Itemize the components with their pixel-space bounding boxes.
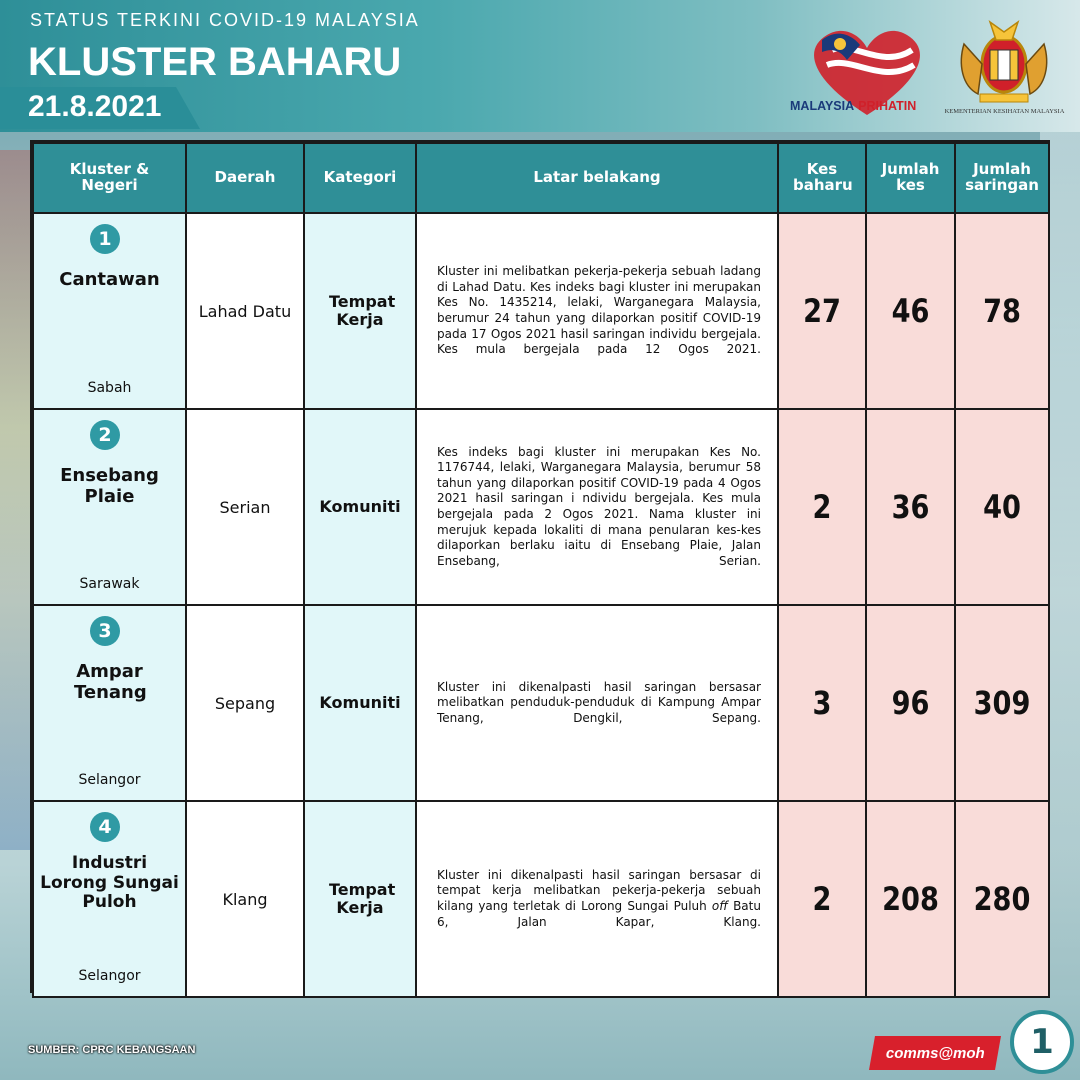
total-screenings: 78 xyxy=(983,292,1021,330)
header-jumlah-saringan: Jumlah saringan xyxy=(955,143,1049,213)
background-text-off: off xyxy=(711,899,728,913)
cluster-state: Selangor xyxy=(78,968,141,984)
total-screenings: 280 xyxy=(973,880,1031,918)
table-row xyxy=(33,801,1049,997)
new-cases: 2 xyxy=(812,880,832,918)
comms-badge xyxy=(869,1036,1001,1070)
new-cases: 2 xyxy=(812,488,832,526)
header-latar: Latar belakang xyxy=(416,143,778,213)
total-cases: 96 xyxy=(891,684,930,722)
header-jumlah-kes: Jumlah kes xyxy=(866,143,955,213)
page-subtitle: STATUS TERKINI COVID-19 MALAYSIA xyxy=(30,10,420,30)
cluster-name: Industri Lorong Sungai Puloh xyxy=(40,853,179,913)
prihatin-word-prihatin: PRIHATIN xyxy=(858,99,917,113)
new-cases: 3 xyxy=(812,684,832,722)
cluster-background: Kluster ini dikenalpasti hasil saringan bersasar melibatkan penduduk-penduduk di Kampung Ampar Tenang, Dengkil, Sepang. xyxy=(437,679,761,725)
row-number-badge: 1 xyxy=(90,224,120,254)
total-screenings: 40 xyxy=(983,488,1021,526)
cluster-background: Kluster ini melibatkan pekerja-pekerja sebuah ladang di Lahad Datu. Kes indeks bagi kluster ini merupakan Kes No. 1435214, lelaki, Warganegara Malaysia, berumur 24 tahun yang dilaporkan positif COVID-19 pada 17 Ogos 2021 hasil saringan individu bergejala. Kes mula bergejala pada 12 Ogos 2021. xyxy=(437,264,761,357)
page-title: KLUSTER BAHARU xyxy=(28,40,402,84)
page-number: 1 xyxy=(1010,1010,1074,1074)
table-row xyxy=(33,213,1049,409)
total-cases: 208 xyxy=(882,880,939,918)
cluster-name: Cantawan xyxy=(59,269,160,290)
table-row xyxy=(33,605,1049,801)
cluster-background xyxy=(417,868,777,930)
header-daerah: Daerah xyxy=(186,143,304,213)
cluster-district: Klang xyxy=(222,889,268,909)
total-cases: 46 xyxy=(891,292,930,330)
row-number-badge: 3 xyxy=(90,616,120,646)
table-row xyxy=(33,409,1049,605)
source-label: SUMBER: CPRC KEBANGSAAN xyxy=(28,1044,196,1056)
ministry-name: KEMENTERIAN KESIHATAN MALAYSIA xyxy=(944,108,1065,115)
prihatin-logo-text xyxy=(790,99,940,113)
cluster-state: Sarawak xyxy=(79,576,140,592)
new-cases: 27 xyxy=(803,292,841,330)
cluster-district: Lahad Datu xyxy=(198,301,292,321)
cluster-state: Selangor xyxy=(78,772,141,788)
cluster-state: Sabah xyxy=(87,380,132,396)
row-number-badge: 2 xyxy=(90,420,120,450)
page-date: 21.8.2021 xyxy=(28,90,162,123)
total-cases: 36 xyxy=(891,488,930,526)
cluster-background: Kes indeks bagi kluster ini merupakan Kes No. 1176744, lelaki, Warganegara Malaysia, berumur 58 tahun yang dilaporkan positif COVID-19 pada 4 Ogos 2021 hasil saringan i ndividu bergejala. Kes mula bergejala pada 2 Ogos 2021. Nama kluster ini merujuk kepada lokaliti di mana penularan kes-kes dilaporkan berlaku iaitu di Ensebang Plaie, Jalan Ensebang, Serian. xyxy=(437,444,761,568)
header-kategori: Kategori xyxy=(304,143,416,213)
cluster-district: Sepang xyxy=(214,693,276,713)
row-number-badge: 4 xyxy=(90,812,120,842)
cluster-category: Komuniti xyxy=(319,693,401,713)
cluster-district: Serian xyxy=(219,497,271,517)
background-text-part: Batu 6, Jalan Kapar, Klang. xyxy=(437,899,761,929)
cluster-category: Tempat Kerja xyxy=(329,880,396,917)
cluster-category: Tempat Kerja xyxy=(329,292,396,329)
prihatin-word-malaysia: MALAYSIA xyxy=(790,99,855,113)
header-kes-baharu: Kes baharu xyxy=(778,143,866,213)
cluster-table xyxy=(30,140,1050,993)
cluster-name: Ensebang Plaie xyxy=(60,465,159,507)
cluster-name: Ampar Tenang xyxy=(74,661,147,703)
cluster-category: Komuniti xyxy=(319,497,401,517)
ministry-crest-logo xyxy=(950,14,1058,106)
total-screenings: 309 xyxy=(973,684,1031,722)
comms-handle: comms@moh xyxy=(885,1044,985,1062)
header-kluster: Kluster & Negeri xyxy=(33,143,186,213)
background-text-part: Kluster ini dikenalpasti hasil saringan bersasar di tempat kerja melibatkan pekerja-pekerja sebuah kilang yang terletak di Lorong Sungai Puluh xyxy=(437,867,761,913)
